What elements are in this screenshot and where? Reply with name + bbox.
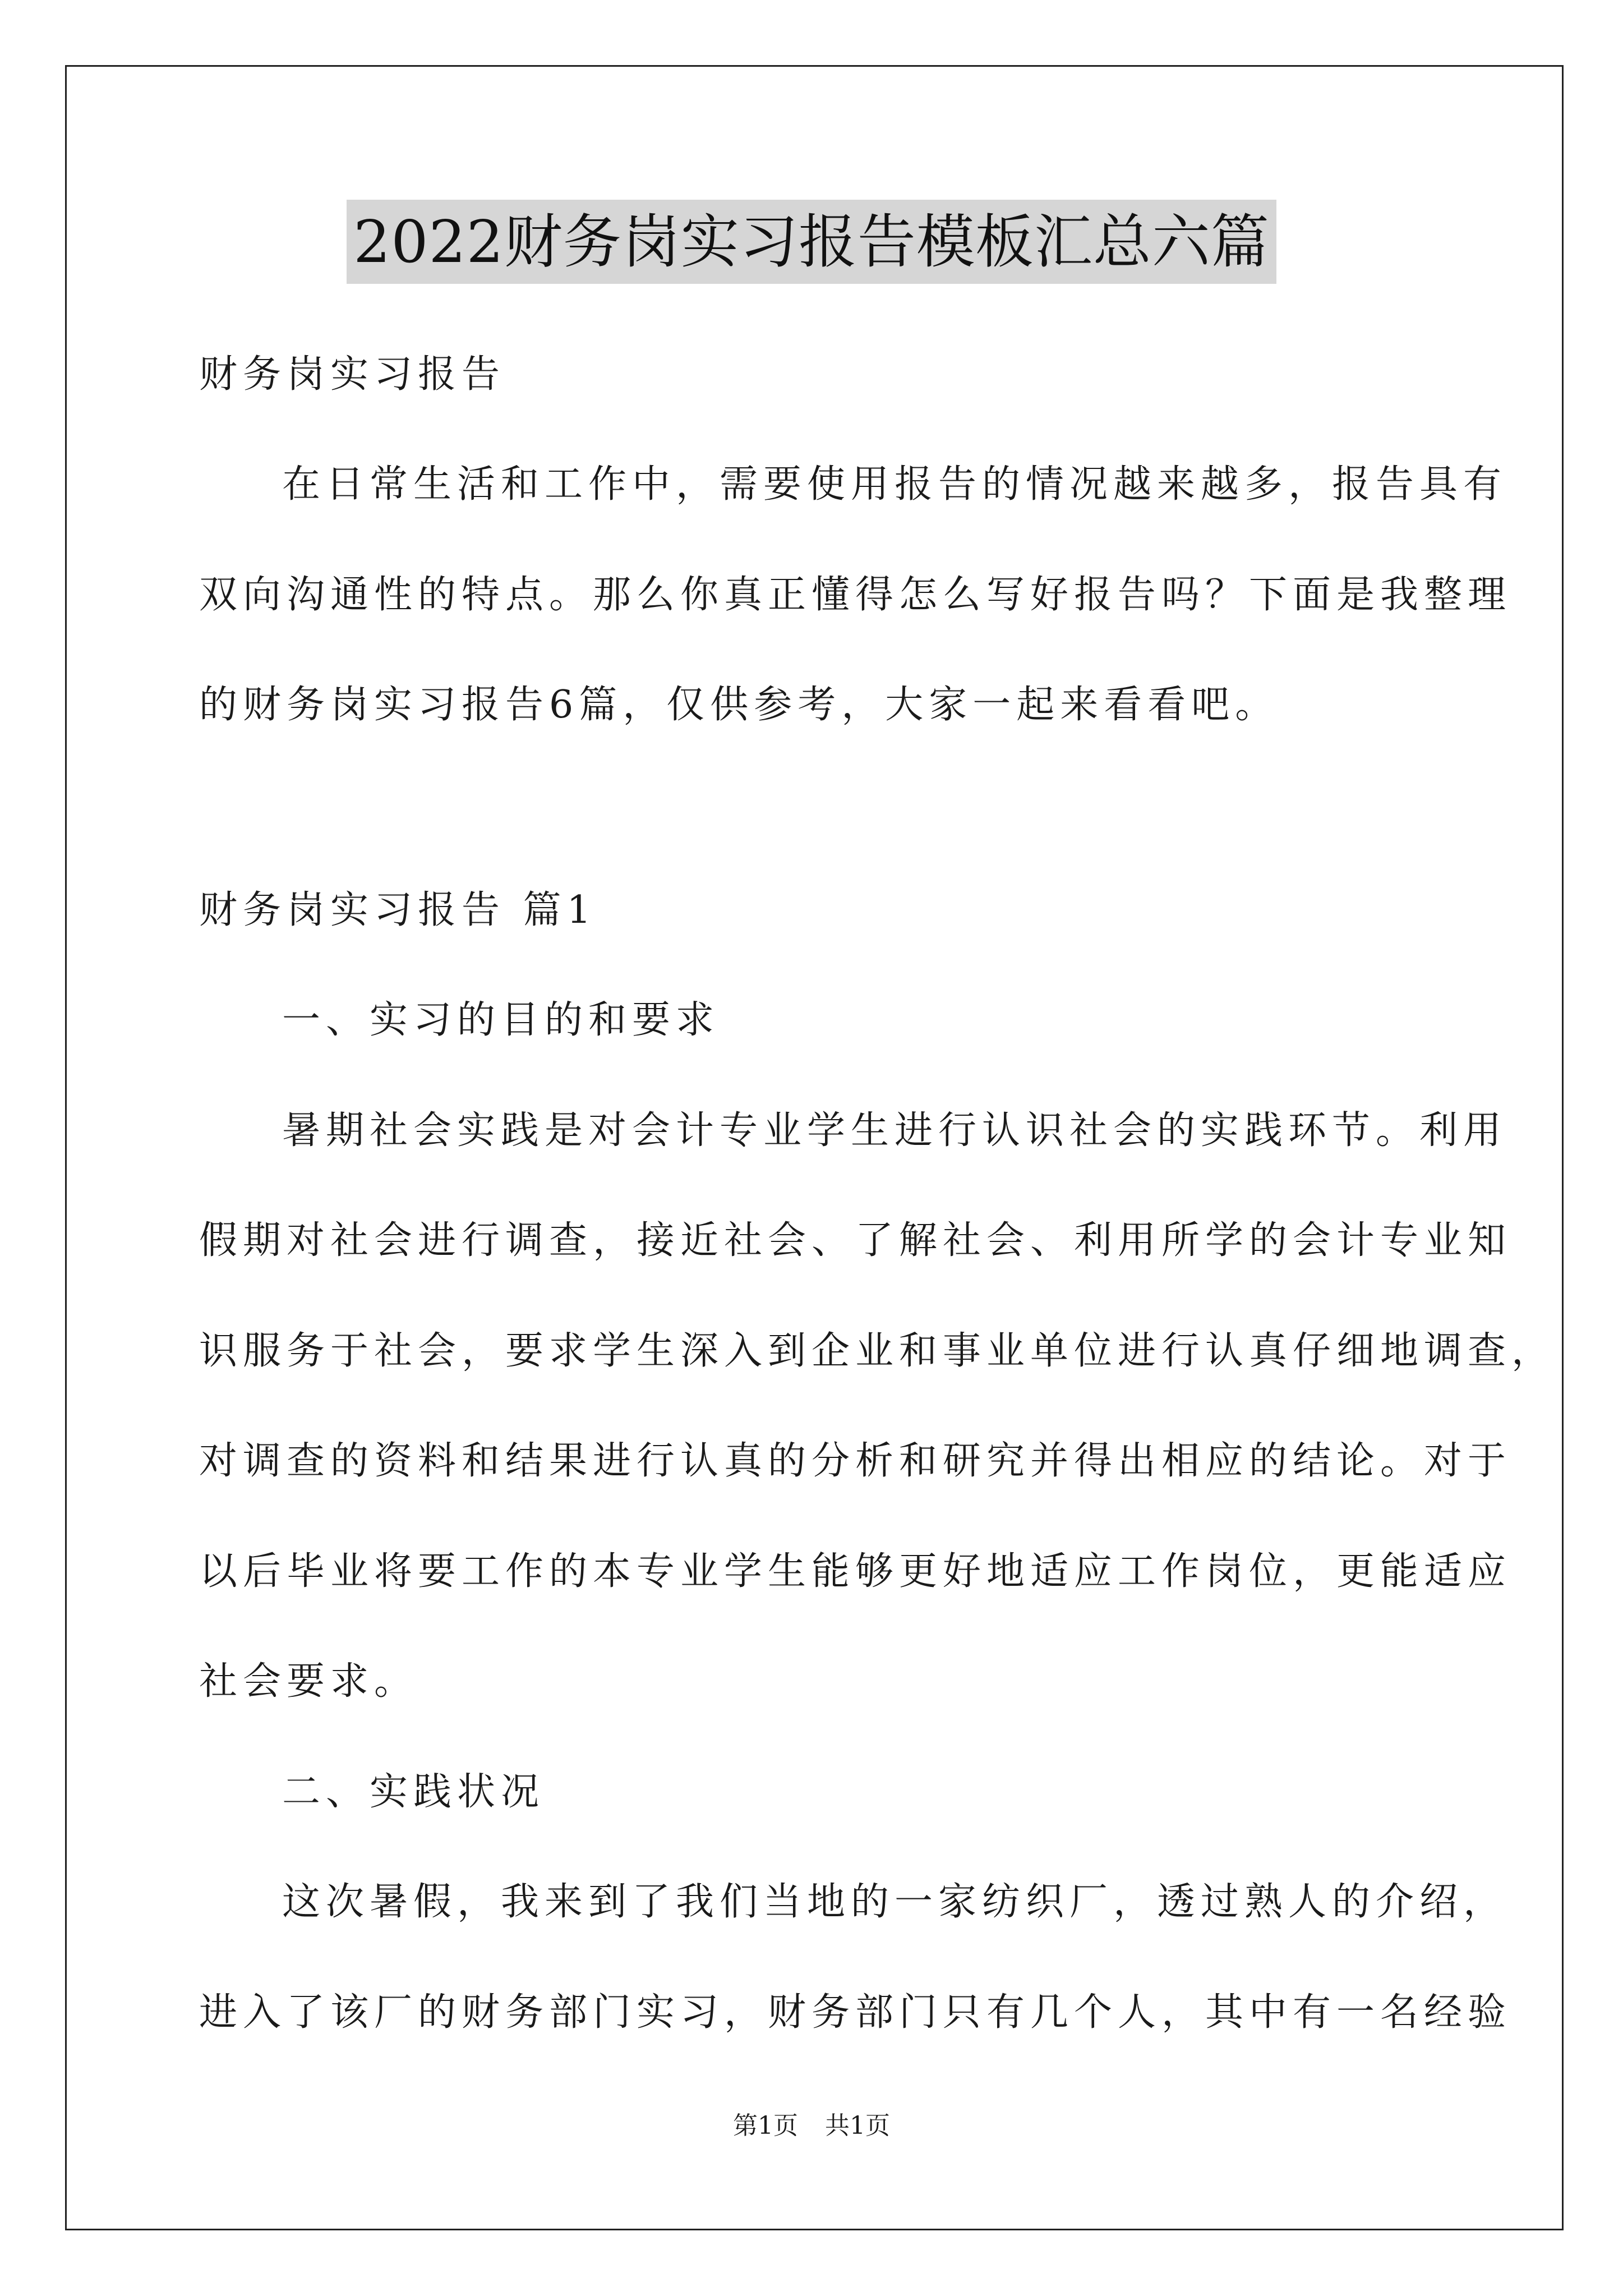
page-number: 第1页 xyxy=(733,2111,798,2140)
paragraph-line: 社会要求。 xyxy=(199,1659,418,1704)
paragraph-line: 这次暑假，我来到了我们当地的一家纺织厂，透过熟人的介绍， xyxy=(282,1880,1507,1924)
paragraph-line: 暑期社会实践是对会计专业学生进行认识社会的实践环节。利用 xyxy=(282,1108,1507,1153)
paragraph-line: 在日常生活和工作中，需要使用报告的情况越来越多，报告具有 xyxy=(282,462,1507,507)
paragraph-line: 识服务于社会，要求学生深入到企业和事业单位进行认真仔细地调查， xyxy=(199,1329,1556,1373)
section-heading: 财务岗实习报告 篇1 xyxy=(199,888,597,932)
section-heading: 财务岗实习报告 xyxy=(199,352,506,397)
paragraph-line: 进入了该厂的财务部门实习，财务部门只有几个人，其中有一名经验 xyxy=(199,1990,1512,2035)
paragraph-line: 双向沟通性的特点。那么你真正懂得怎么写好报告吗？下面是我整理 xyxy=(199,573,1512,617)
page-total: 共1页 xyxy=(825,2111,890,2140)
subsection-heading: 二、实践状况 xyxy=(282,1770,545,1814)
page-footer xyxy=(0,2109,1623,2143)
paragraph-line: 的财务岗实习报告6篇，仅供参考，大家一起来看看吧。 xyxy=(199,683,1279,727)
title-container xyxy=(0,200,1623,284)
paragraph-line: 假期对社会进行调查，接近社会、了解社会、利用所学的会计专业知 xyxy=(199,1218,1512,1263)
subsection-heading: 一、实习的目的和要求 xyxy=(282,998,720,1042)
paragraph-line: 对调查的资料和结果进行认真的分析和研究并得出相应的结论。对于 xyxy=(199,1439,1512,1483)
document-title: 2022财务岗实习报告模板汇总六篇 xyxy=(347,200,1276,284)
paragraph-line: 以后毕业将要工作的本专业学生能够更好地适应工作岗位，更能适应 xyxy=(199,1549,1512,1594)
